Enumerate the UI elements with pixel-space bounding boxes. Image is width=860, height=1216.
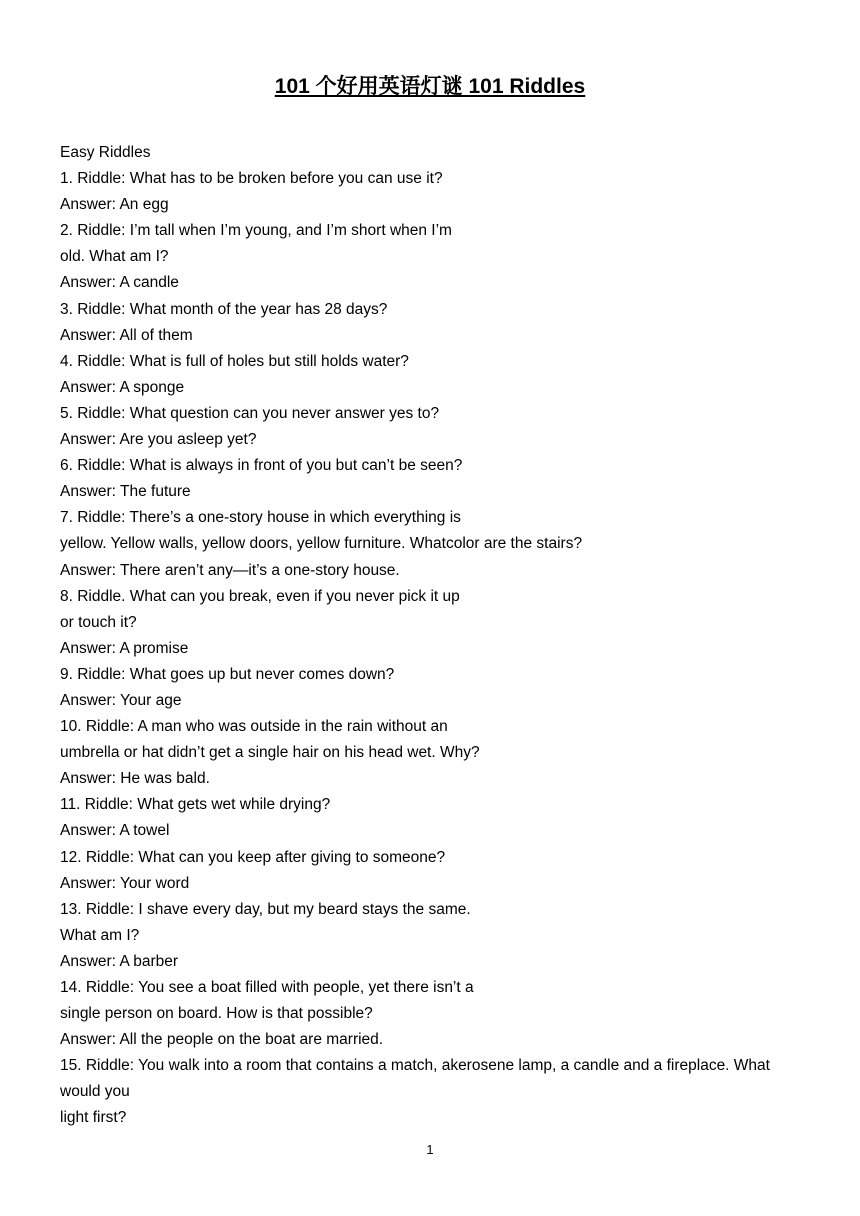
text-line: umbrella or hat didn’t get a single hair on his head wet. Why? <box>60 744 480 762</box>
text-line: Answer: A towel <box>60 822 170 840</box>
text-line: Answer: Are you asleep yet? <box>60 431 257 449</box>
text-line: Answer: He was bald. <box>60 770 210 788</box>
riddle-list <box>60 140 820 1132</box>
page-title: 101 个好用英语灯谜 101 Riddles <box>274 75 586 98</box>
text-line: Answer: A candle <box>60 274 179 292</box>
text-line: 6. Riddle: What is always in front of you but can’t be seen? <box>60 457 463 475</box>
text-line: 3. Riddle: What month of the year has 28 days? <box>60 300 388 318</box>
text-line: Answer: There aren’t any—it’s a one-story house. <box>60 561 400 579</box>
text-line: or touch it? <box>60 613 137 631</box>
text-line: Answer: A barber <box>60 952 179 970</box>
text-line: Answer: An egg <box>60 196 169 214</box>
text-line: 14. Riddle: You see a boat filled with people, yet there isn’t a <box>60 979 474 996</box>
text-line: Answer: Your age <box>60 691 182 709</box>
text-line: 2. Riddle: I’m tall when I’m young, and I’m short when I’m <box>60 222 452 240</box>
page-number: 1 <box>426 1142 434 1157</box>
text-line: yellow. Yellow walls, yellow doors, yellow furniture. Whatcolor are the stairs? <box>60 535 583 553</box>
text-line: 11. Riddle: What gets wet while drying? <box>60 796 331 814</box>
text-line: 15. Riddle: You walk into a room that contains a match, akerosene lamp, a candle and a fireplace. What <box>60 1057 770 1075</box>
text-line: light first? <box>60 1109 127 1127</box>
text-line: Answer: The future <box>60 483 191 501</box>
text-line: 13. Riddle: I shave every day, but my beard stays the same. <box>60 900 471 918</box>
text-line: Answer: All the people on the boat are married. <box>60 1031 384 1049</box>
text-line: What am I? <box>60 926 140 944</box>
section-heading: Easy Riddles <box>60 144 151 161</box>
text-line: Answer: A sponge <box>60 378 185 396</box>
text-line: 10. Riddle: A man who was outside in the rain without an <box>60 718 448 736</box>
text-line: single person on board. How is that possible? <box>60 1005 373 1023</box>
text-line: 12. Riddle: What can you keep after giving to someone? <box>60 848 446 866</box>
text-line: would you <box>60 1083 130 1101</box>
text-line: 1. Riddle: What has to be broken before you can use it? <box>60 170 443 188</box>
text-line: Answer: Your word <box>60 874 190 892</box>
text-line: old. What am I? <box>60 248 169 266</box>
text-line: 4. Riddle: What is full of holes but still holds water? <box>60 352 409 370</box>
text-line: 7. Riddle: There’s a one-story house in which everything is <box>60 509 461 527</box>
text-line: 5. Riddle: What question can you never answer yes to? <box>60 404 440 422</box>
text-line: Answer: A promise <box>60 639 189 657</box>
text-line: Answer: All of them <box>60 326 193 344</box>
text-line: 8. Riddle. What can you break, even if you never pick it up <box>60 587 460 605</box>
text-line: 9. Riddle: What goes up but never comes down? <box>60 665 395 683</box>
